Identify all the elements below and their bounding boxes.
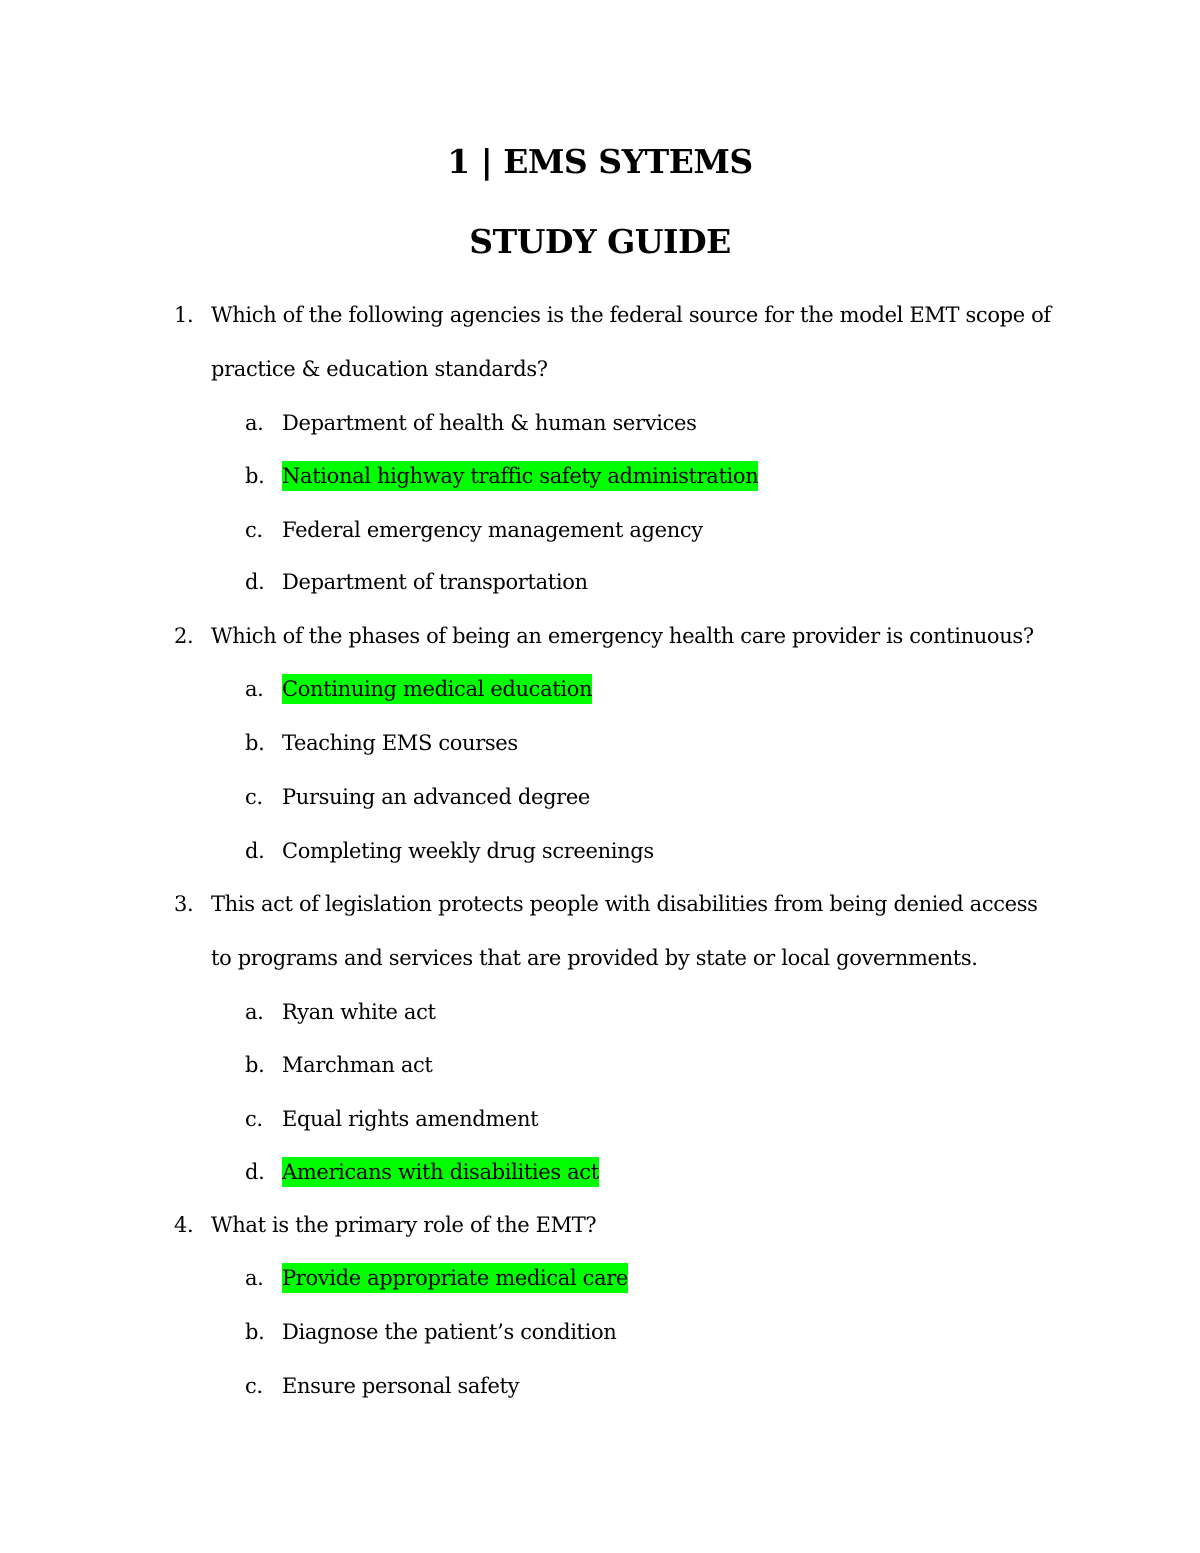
study-guide-title: STUDY GUIDE	[469, 222, 731, 261]
question-text: This act of legislation protects people with disabilities from being denied access	[211, 892, 1038, 916]
option-text-highlighted: Provide appropriate medical care	[282, 1263, 628, 1293]
option-text: Ryan white act	[282, 1000, 436, 1024]
question-text: Which of the phases of being an emergency health care provider is continuous?	[211, 624, 1034, 648]
option-text-highlighted: Americans with disabilities act	[282, 1157, 599, 1187]
chapter-title: 1 | EMS SYTEMS	[447, 142, 753, 181]
question-text: What is the primary role of the EMT?	[211, 1213, 597, 1237]
option-text: Department of transportation	[282, 570, 588, 594]
option-letter: c.	[245, 1107, 263, 1131]
option-letter: d.	[245, 1160, 265, 1184]
question-number: 1.	[174, 303, 194, 327]
option-letter: b.	[245, 1320, 265, 1344]
question-number: 2.	[174, 624, 194, 648]
option-letter: a.	[245, 1000, 264, 1024]
question-text: to programs and services that are provided by state or local governments.	[211, 946, 978, 970]
option-text: Pursuing an advanced degree	[282, 785, 591, 809]
option-text: Completing weekly drug screenings	[282, 839, 654, 863]
option-letter: c.	[245, 1374, 263, 1398]
option-letter: c.	[245, 785, 263, 809]
question-text: practice & education standards?	[211, 357, 548, 381]
option-text: Ensure personal safety	[282, 1374, 520, 1398]
option-letter: a.	[245, 411, 264, 435]
option-text: Equal rights amendment	[282, 1107, 539, 1131]
option-text: Teaching EMS courses	[282, 731, 518, 755]
option-text-highlighted: Continuing medical education	[282, 674, 592, 704]
option-text-highlighted: National highway traffic safety administration	[282, 461, 758, 491]
option-letter: b.	[245, 464, 265, 488]
option-letter: d.	[245, 570, 265, 594]
option-letter: d.	[245, 839, 265, 863]
question-number: 4.	[174, 1213, 194, 1237]
option-text: Marchman act	[282, 1053, 433, 1077]
option-text: Federal emergency management agency	[282, 518, 703, 542]
option-letter: a.	[245, 677, 264, 701]
option-letter: b.	[245, 1053, 265, 1077]
question-text: Which of the following agencies is the federal source for the model EMT scope of	[211, 303, 1051, 327]
option-letter: a.	[245, 1266, 264, 1290]
option-letter: b.	[245, 731, 265, 755]
question-number: 3.	[174, 892, 194, 916]
option-text: Department of health & human services	[282, 411, 697, 435]
option-letter: c.	[245, 518, 263, 542]
option-text: Diagnose the patient’s condition	[282, 1320, 617, 1344]
